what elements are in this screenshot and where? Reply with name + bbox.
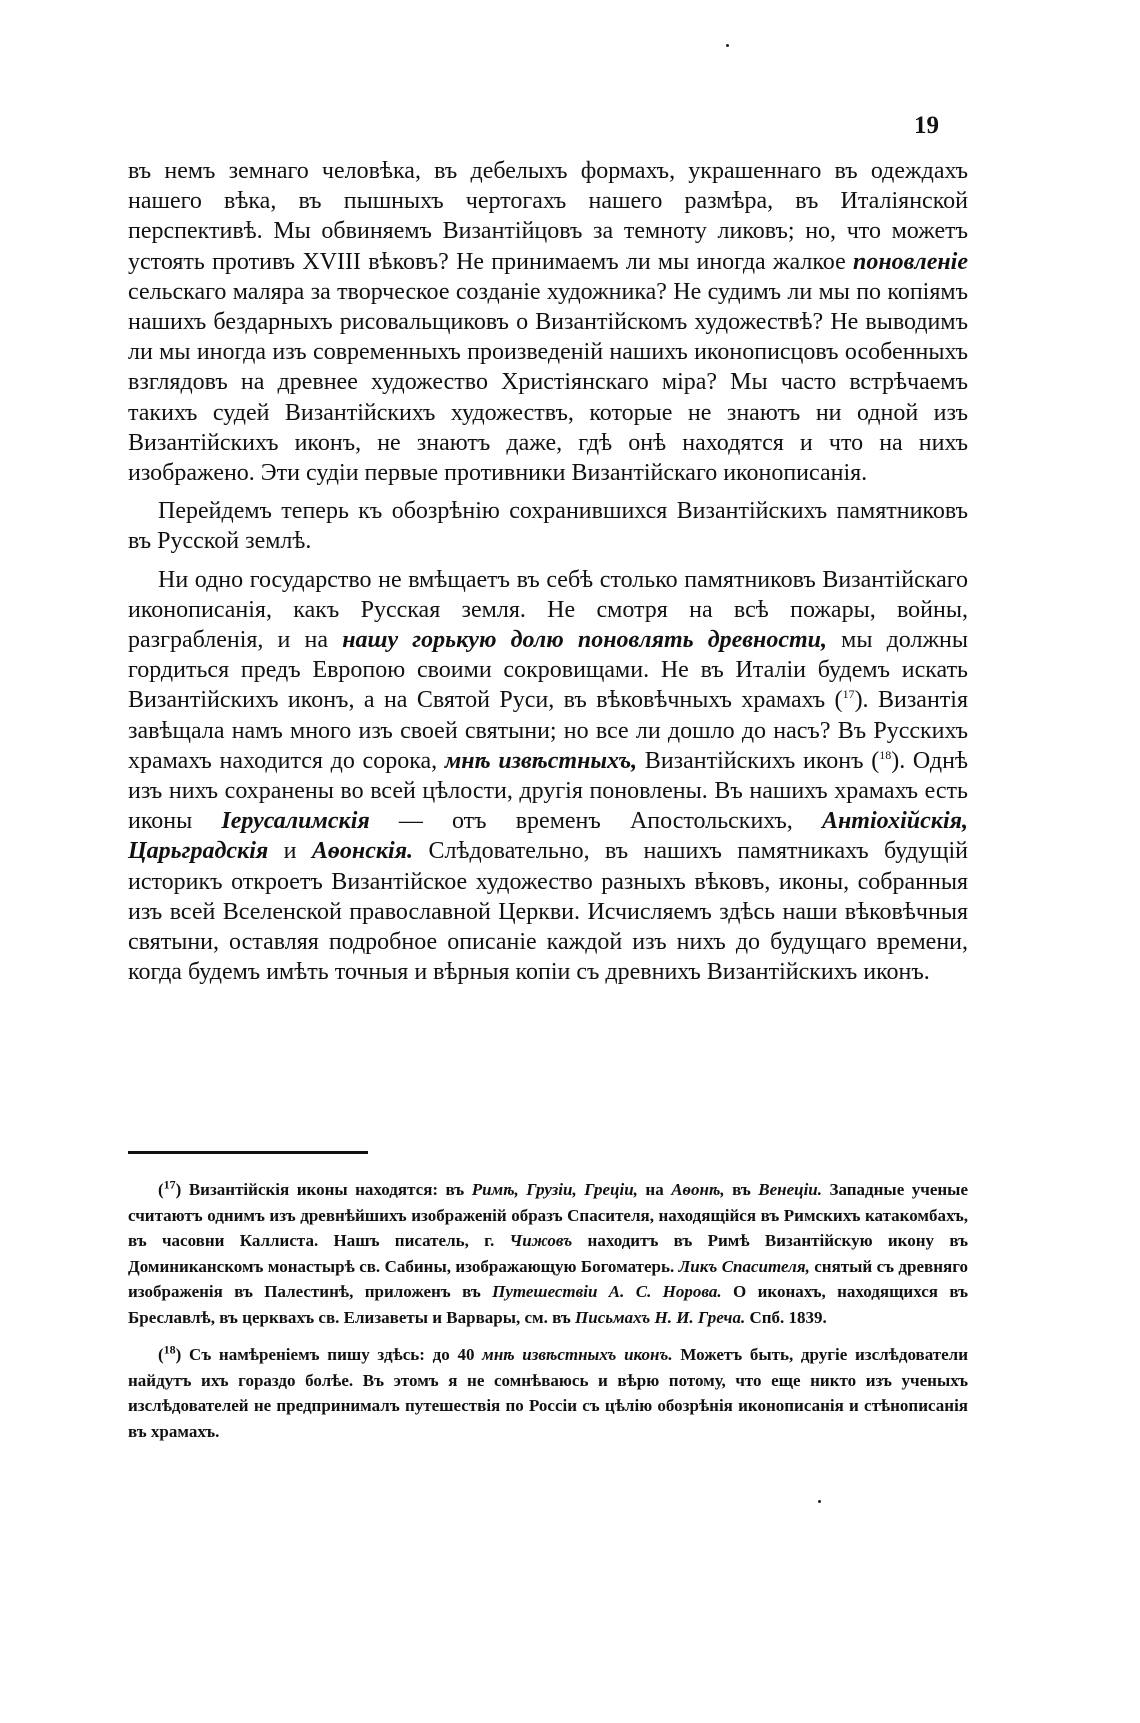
footnote [128, 1342, 968, 1444]
text-run: Ни одно государство не вмѣщаетъ въ себѣ столько памятниковъ Византійскаго иконописанія, какъ Русская земля. Не смотря на всѣ пожары, войны, разграбленія, и на [128, 566, 968, 654]
text-run: на [637, 1180, 672, 1199]
emphasis: мнѣ извѣстныхъ иконъ. [482, 1345, 673, 1364]
text-run: ). Однѣ изъ нихъ сохранены во всей цѣлости, другія поновлены. Въ нашихъ храмахъ есть иконы [128, 747, 969, 835]
footnote-divider [128, 1151, 368, 1154]
emphasis: Іерусалимскія [221, 808, 370, 835]
emphasis: Аѳонѣ, [671, 1180, 725, 1199]
ink-speck [726, 44, 729, 47]
page-number: 19 [914, 112, 939, 139]
text-run: Византійскихъ иконъ ( [637, 747, 880, 774]
text-run: въ [724, 1180, 759, 1199]
text-run: и [268, 838, 312, 865]
text-run: Перейдемъ теперь къ обозрѣнію сохранившихся Византійскихъ памятниковъ въ Русской землѣ. [128, 498, 968, 555]
footnote [128, 1177, 968, 1330]
text-run: снятый съ древняго изображенія въ Палестинѣ, приложенъ въ [128, 1256, 968, 1301]
footnote-reference: 18 [163, 1342, 176, 1357]
paragraph [128, 496, 968, 556]
text-run: Западные ученые считаютъ однимъ изъ древнѣйшихъ изображеній образъ Спасителя, находящійся въ Римскихъ катакомбахъ, въ часовни Каллиста. Нашъ писатель, г. [128, 1180, 968, 1250]
paragraph [128, 565, 968, 988]
text-run: ( [158, 1345, 164, 1364]
footnote-reference: 17 [163, 1177, 176, 1192]
footnote-reference: 17 [842, 687, 855, 702]
footnote-reference: 18 [879, 747, 892, 762]
text-run: ) Византійскія иконы находятся: въ [175, 1180, 472, 1199]
emphasis: мнѣ извѣстныхъ, [444, 747, 638, 774]
emphasis: Путешествіи А. С. Норова. [492, 1282, 722, 1301]
emphasis: поновленіе [852, 248, 968, 275]
text-run: ) Съ намѣреніемъ пишу здѣсь: до 40 [175, 1345, 483, 1364]
emphasis: Чижовъ [509, 1231, 573, 1250]
footnotes [128, 1177, 968, 1444]
emphasis: нашу горькую долю поновлять древности, [342, 627, 827, 654]
text-run: находитъ въ Римѣ Византійскую икону въ Доминиканскомъ монастырѣ св. Сабины, изображающую Богоматерь. [128, 1231, 968, 1276]
paragraph [128, 156, 968, 488]
text-run: — отъ временъ Апостольскихъ, [369, 808, 822, 835]
emphasis: Письмахъ Н. И. Греча. [575, 1307, 746, 1327]
text-run: мы должны гордиться предъ Европою своими сокровищами. Не въ Италіи будемъ искать Византійскихъ иконъ, а на Святой Руси, въ вѣковѣчныхъ храмахъ ( [128, 627, 969, 714]
emphasis: Аѳонскія. [311, 838, 414, 865]
text-run: Спб. 1839. [745, 1307, 827, 1327]
emphasis: Венеціи. [758, 1180, 822, 1199]
text-run: сельскаго маляра за творческое созданіе художника? Не судимъ ли мы по копіямъ нашихъ бездарныхъ рисовальщиковъ о Византійскомъ художествѣ? Не выводимъ ли мы иногда изъ современныхъ произведеній нашихъ иконописцовъ особенныхъ взглядовъ на древнее художество Христіянскаго міра? Мы часто встрѣчаемъ такихъ судей Византійскихъ художествъ, которые не знаютъ ни одной изъ Византійскихъ иконъ, не знаютъ даже, гдѣ онѣ находятся и что на нихъ изображено. Эти судіи первые противники Византійскаго иконописанія. [128, 278, 968, 487]
emphasis: Ликъ Спасителя, [678, 1256, 810, 1276]
main-text [128, 156, 968, 987]
emphasis: Римѣ, Грузіи, Греціи, [471, 1180, 638, 1199]
text-run: въ немъ земнаго человѣка, въ дебелыхъ формахъ, украшеннаго въ одеждахъ нашего вѣка, въ пышныхъ чертогахъ нашего размѣра, въ Италіянской перспективѣ. Мы обвиняемъ Византійцовъ за темноту ликовъ; но, что можетъ устоять противъ XVIII вѣковъ? Не принимаемъ ли мы иногда жалкое [128, 158, 968, 275]
text-run: О иконахъ, находящихся въ Бреславлѣ, въ церквахъ св. Елизаветы и Варвары, см. въ [128, 1282, 968, 1327]
text-run: ( [158, 1180, 164, 1199]
emphasis: Антіохійскія, Царьградскія [128, 808, 968, 865]
ink-speck [818, 1500, 821, 1503]
text-run: Можетъ быть, другіе изслѣдователи найдутъ ихъ гораздо болѣе. Въ этомъ я не сомнѣваюсь и вѣрю потому, что еще никто изъ ученыхъ изслѣдователей не предпринималъ путешествія по Россіи съ цѣлію обозрѣнія иконописанія и стѣнописанія въ храмахъ. [128, 1345, 969, 1441]
text-run: ). Византія завѣщала намъ много изъ своей святыни; но все ли дошло до насъ? Въ Русскихъ храмахъ находится до сорока, [128, 687, 968, 774]
text-run: Слѣдовательно, въ нашихъ памятникахъ будущій историкъ откроетъ Византійское художество разныхъ вѣковъ, иконы, собранныя изъ всей Вселенской православной Церкви. Исчисляемъ здѣсь наши вѣковѣчныя святыни, оставляя подробное описаніе каждой изъ нихъ до будущаго времени, когда будемъ имѣть точныя и вѣрныя копіи съ древнихъ Византійскихъ иконъ. [128, 838, 968, 986]
